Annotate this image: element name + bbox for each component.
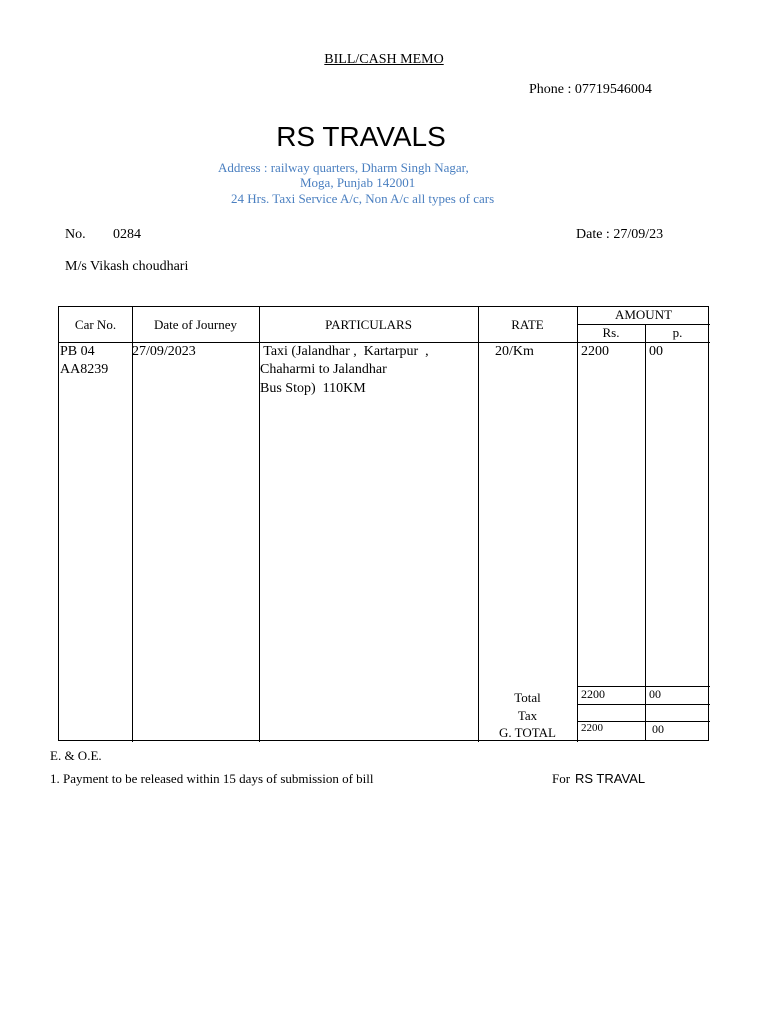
col-divider bbox=[478, 307, 479, 742]
row-divider bbox=[577, 704, 710, 705]
particulars-line-1: Taxi (Jalandhar , Kartarpur , bbox=[260, 344, 429, 359]
rate-value: 20/Km bbox=[495, 344, 534, 359]
header-car-no: Car No. bbox=[74, 317, 117, 332]
customer-name: M/s Vikash choudhari bbox=[65, 259, 189, 274]
header-particulars: PARTICULARS bbox=[325, 317, 412, 332]
payment-note: 1. Payment to be released within 15 days of submission of bill bbox=[50, 771, 374, 786]
header-rs: Rs. bbox=[602, 325, 620, 340]
header-rate: RATE bbox=[511, 317, 544, 332]
col-divider bbox=[577, 307, 578, 742]
service-line: 24 Hrs. Taxi Service A/c, Non A/c all types of cars bbox=[231, 191, 495, 206]
eoe-note: E. & O.E. bbox=[50, 748, 102, 763]
amount-p: 00 bbox=[649, 344, 663, 359]
header-date-of-journey: Date of Journey bbox=[153, 317, 238, 332]
bill-table bbox=[58, 306, 709, 741]
tax-label: Tax bbox=[517, 708, 538, 723]
total-p: 00 bbox=[649, 687, 661, 701]
particulars-line-2: Chaharmi to Jalandhar bbox=[260, 362, 387, 377]
bill-date: Date : 27/09/23 bbox=[576, 227, 664, 242]
signatory-name: RS TRAVAL bbox=[575, 771, 646, 786]
bill-number-label: No. bbox=[65, 227, 86, 242]
company-name: RS TRAVALS bbox=[276, 121, 446, 152]
grand-total-label: G. TOTAL bbox=[499, 725, 556, 740]
col-divider bbox=[132, 307, 133, 742]
car-no-line-1: PB 04 bbox=[60, 344, 95, 359]
header-p: p. bbox=[672, 325, 683, 340]
header-amount: AMOUNT bbox=[614, 307, 673, 322]
bill-number: 0284 bbox=[113, 227, 141, 242]
particulars-line-3: Bus Stop) 110KM bbox=[260, 381, 366, 396]
total-label: Total bbox=[514, 690, 541, 705]
car-no-line-2: AA8239 bbox=[60, 362, 109, 377]
journey-date: 27/09/2023 bbox=[132, 344, 196, 359]
address-line-1: Address : railway quarters, Dharm Singh Nagar, bbox=[218, 160, 469, 175]
grand-total-p: 00 bbox=[652, 722, 664, 736]
row-divider bbox=[59, 342, 710, 343]
grand-total-rs: 2200 bbox=[581, 722, 603, 734]
memo-title: BILL/CASH MEMO bbox=[324, 52, 444, 67]
phone-number: Phone : 07719546004 bbox=[529, 82, 652, 97]
col-divider bbox=[645, 324, 646, 741]
address-line-2: Moga, Punjab 142001 bbox=[300, 175, 416, 190]
total-rs: 2200 bbox=[581, 687, 605, 701]
for-label: For bbox=[552, 771, 571, 786]
amount-rs: 2200 bbox=[581, 344, 609, 359]
